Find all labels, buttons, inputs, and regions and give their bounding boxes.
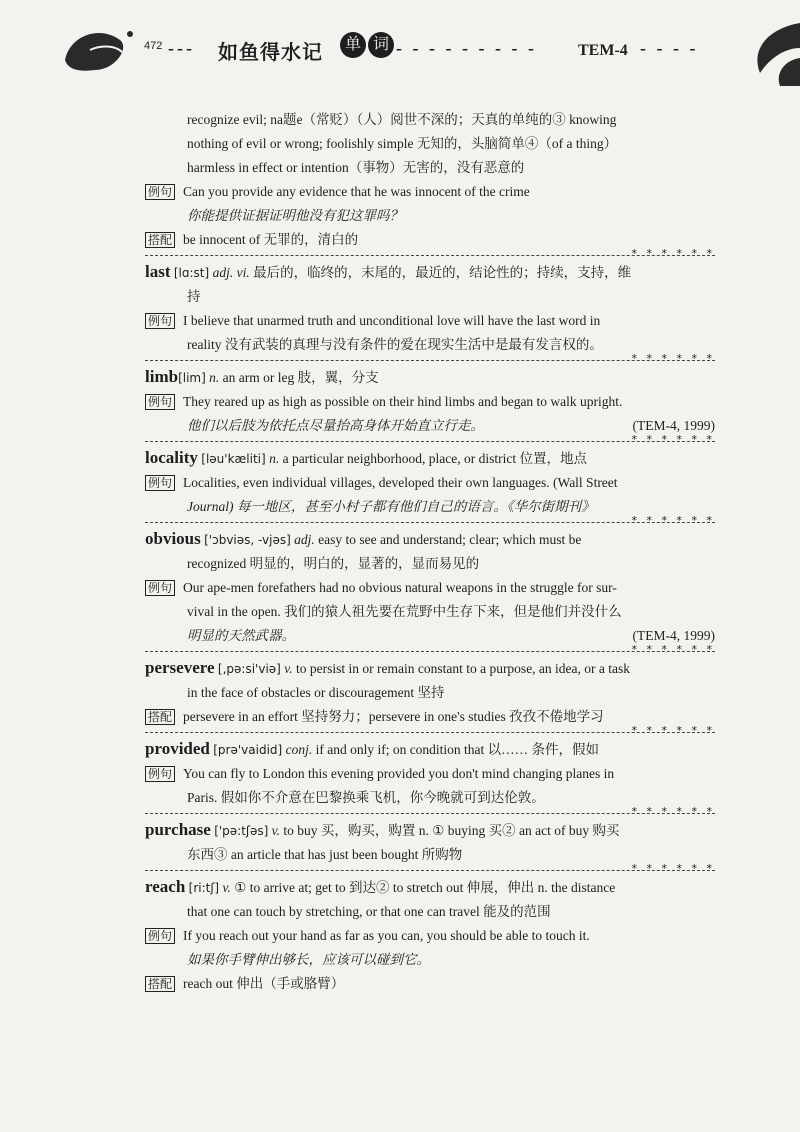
example-tag: 例句 <box>145 394 175 410</box>
entry-separator <box>145 724 715 737</box>
page-header <box>0 0 800 100</box>
part-of-speech: v. <box>284 661 293 676</box>
example-english: Localities, even individual villages, developed their own languages. (Wall Street <box>183 475 618 490</box>
example-tag: 例句 <box>145 313 175 329</box>
entry-separator <box>145 352 715 365</box>
definition: ① to arrive at; get to 到达② to stretch out 伸展，伸出 n. the distance <box>234 880 616 895</box>
definition: to buy 买，购买，购置 n. ① buying 买② an act of buy 购买 <box>283 823 620 838</box>
header-dashes-middle: - - - - - - - - - <box>396 38 537 58</box>
definition: recognized 明显的，明白的，显著的，显而易见的 <box>187 556 480 571</box>
part-of-speech: adj. <box>294 532 315 547</box>
example-english: They reared up as high as possible on their hind limbs and began to walk upright. <box>183 394 623 409</box>
definition: a particular neighborhood, place, or district 位置，地点 <box>282 451 587 466</box>
definition: an arm or leg 肢，翼，分支 <box>222 370 379 385</box>
example-english: I believe that unarmed truth and unconditional love will have the last word in <box>183 313 601 328</box>
header-badge <box>338 32 394 58</box>
definition: that one can touch by stretching, or that one can travel 能及的范围 <box>187 904 551 919</box>
definition: 持 <box>187 289 201 304</box>
example-chinese: 明显的天然武器。 <box>187 628 295 643</box>
source-citation: (TEM-4, 1999) <box>632 418 715 433</box>
example-chinese: Paris. 假如你不介意在巴黎换乘飞机，你今晚就可到达伦敦。 <box>187 790 545 805</box>
entry-reach <box>145 875 715 996</box>
stars-rating: * * * * * * <box>631 352 715 365</box>
example-english: If you reach out your hand as far as you can, you should be able to touch it. <box>183 928 590 943</box>
example-chinese: 他们以后肢为依托点尽量抬高身体开始直立行走。 <box>187 418 484 433</box>
collocation-text: persevere in an effort 坚持努力；persevere in one's studies 孜孜不倦地学习 <box>183 709 604 724</box>
page-number: 472 <box>144 40 163 52</box>
part-of-speech: adj. vi. <box>212 265 250 280</box>
example-chinese: vival in the open. 我们的猿人祖先要在荒野中生存下来，但是他们并没什么 <box>187 604 622 619</box>
collocation-text: reach out 伸出（手或胳臂） <box>183 976 345 991</box>
entry-separator <box>145 247 715 260</box>
collocation-tag: 搭配 <box>145 232 175 248</box>
example-english: Our ape-men forefathers had no obvious natural weapons in the struggle for sur- <box>183 580 617 595</box>
definition: easy to see and understand; clear; which must be <box>318 532 582 547</box>
header-circle-char-2: 词 <box>368 32 394 58</box>
definition-line: harmless in effect or intention（事物）无害的，没有恶意的 <box>187 160 525 175</box>
part-of-speech: n. <box>269 451 280 466</box>
entry-last <box>145 260 715 357</box>
entry-provided <box>145 737 715 810</box>
example-chinese: reality 没有武装的真理与没有条件的爱在现实生活中是最有发言权的。 <box>187 337 603 352</box>
headword: obvious <box>145 529 201 548</box>
stars-rating: * * * * * * <box>631 433 715 446</box>
example-chinese: 如果你手臂伸出够长，应该可以碰到它。 <box>187 952 430 967</box>
headword: locality <box>145 448 198 467</box>
example-tag: 例句 <box>145 766 175 782</box>
phonetic: [lɑ:st] <box>173 266 210 280</box>
dictionary-content <box>145 108 715 998</box>
collocation-tag: 搭配 <box>145 976 175 992</box>
example-tag: 例句 <box>145 184 175 200</box>
phonetic: [ri:tʃ] <box>188 881 220 895</box>
headword: reach <box>145 877 186 896</box>
example-row <box>145 180 715 204</box>
stars-rating: * * * * * * <box>631 247 715 260</box>
header-dashes-right: - - - - <box>640 38 699 58</box>
stars-rating: * * * * * * <box>631 724 715 737</box>
entry-separator <box>145 643 715 656</box>
example-tag: 例句 <box>145 928 175 944</box>
header-circle-char-1: 单 <box>340 32 366 58</box>
definition: to persist in or remain constant to a purpose, an idea, or a task <box>295 661 631 676</box>
definition: 东西③ an article that has just been bought 所购物 <box>187 847 463 862</box>
entry-separator <box>145 433 715 446</box>
example-tag: 例句 <box>145 580 175 596</box>
splash-decoration-icon <box>60 20 140 80</box>
entry-separator <box>145 514 715 527</box>
headword: limb <box>145 367 179 386</box>
part-of-speech: conj. <box>285 742 313 757</box>
entry-obvious <box>145 527 715 648</box>
part-of-speech: n. <box>209 370 220 385</box>
example-tag: 例句 <box>145 475 175 491</box>
headword: purchase <box>145 820 211 839</box>
example-english: You can fly to London this evening provided you don't mind changing planes in <box>183 766 615 781</box>
definition: if and only if; on condition that 以…… 条件，假如 <box>315 742 600 757</box>
definition-line: recognize evil; na题e（常贬）（人）阅世不深的；天真的单纯的③ knowing <box>187 112 617 127</box>
collocation-row <box>145 228 715 252</box>
stars-rating: * * * * * * <box>631 862 715 875</box>
collocation-text: be innocent of 无罪的，清白的 <box>183 232 359 247</box>
phonetic: [ləu'kæliti] <box>201 452 266 466</box>
stars-rating: * * * * * * <box>631 805 715 818</box>
example-english: Can you provide any evidence that he was innocent of the crime <box>183 184 530 199</box>
collocation-tag: 搭配 <box>145 709 175 725</box>
entry-locality <box>145 446 715 519</box>
example-chinese: Journal) 每一地区，甚至小村子都有他们自己的语言。《华尔街期刊》 <box>187 499 595 514</box>
headword: persevere <box>145 658 215 677</box>
definition: 最后的，临终的，末尾的，最近的，结论性的；持续，支持，维 <box>253 265 632 280</box>
part-of-speech: v. <box>222 880 231 895</box>
source-citation: (TEM-4, 1999) <box>632 628 715 643</box>
phonetic: [lim] <box>178 371 206 385</box>
header-title: 如鱼得水记 <box>218 42 323 64</box>
brush-decoration-icon <box>730 18 800 88</box>
definition: in the face of obstacles or discouragement 坚持 <box>187 685 445 700</box>
definition-line: nothing of evil or wrong; foolishly simple 无知的，头脑简单④（of a thing） <box>187 136 618 151</box>
phonetic: [prə'vaidid] <box>213 743 283 757</box>
entry-persevere <box>145 656 715 729</box>
phonetic: ['ɔbviəs, -vjəs] <box>204 533 291 547</box>
phonetic: ['pə:tʃəs] <box>214 824 269 838</box>
stars-rating: * * * * * * <box>631 643 715 656</box>
headword: last <box>145 262 171 281</box>
entry-separator <box>145 862 715 875</box>
phonetic: [,pə:si'viə] <box>217 662 281 676</box>
header-dashes-left: --- <box>168 38 195 58</box>
entry-purchase <box>145 818 715 867</box>
innocent-definition <box>145 108 715 180</box>
header-exam: TEM-4 <box>578 42 628 59</box>
headword: provided <box>145 739 210 758</box>
entry-limb <box>145 365 715 438</box>
stars-rating: * * * * * * <box>631 514 715 527</box>
entry-separator <box>145 805 715 818</box>
example-chinese: 你能提供证据证明他没有犯这罪吗？ <box>187 208 403 223</box>
part-of-speech: v. <box>271 823 281 838</box>
